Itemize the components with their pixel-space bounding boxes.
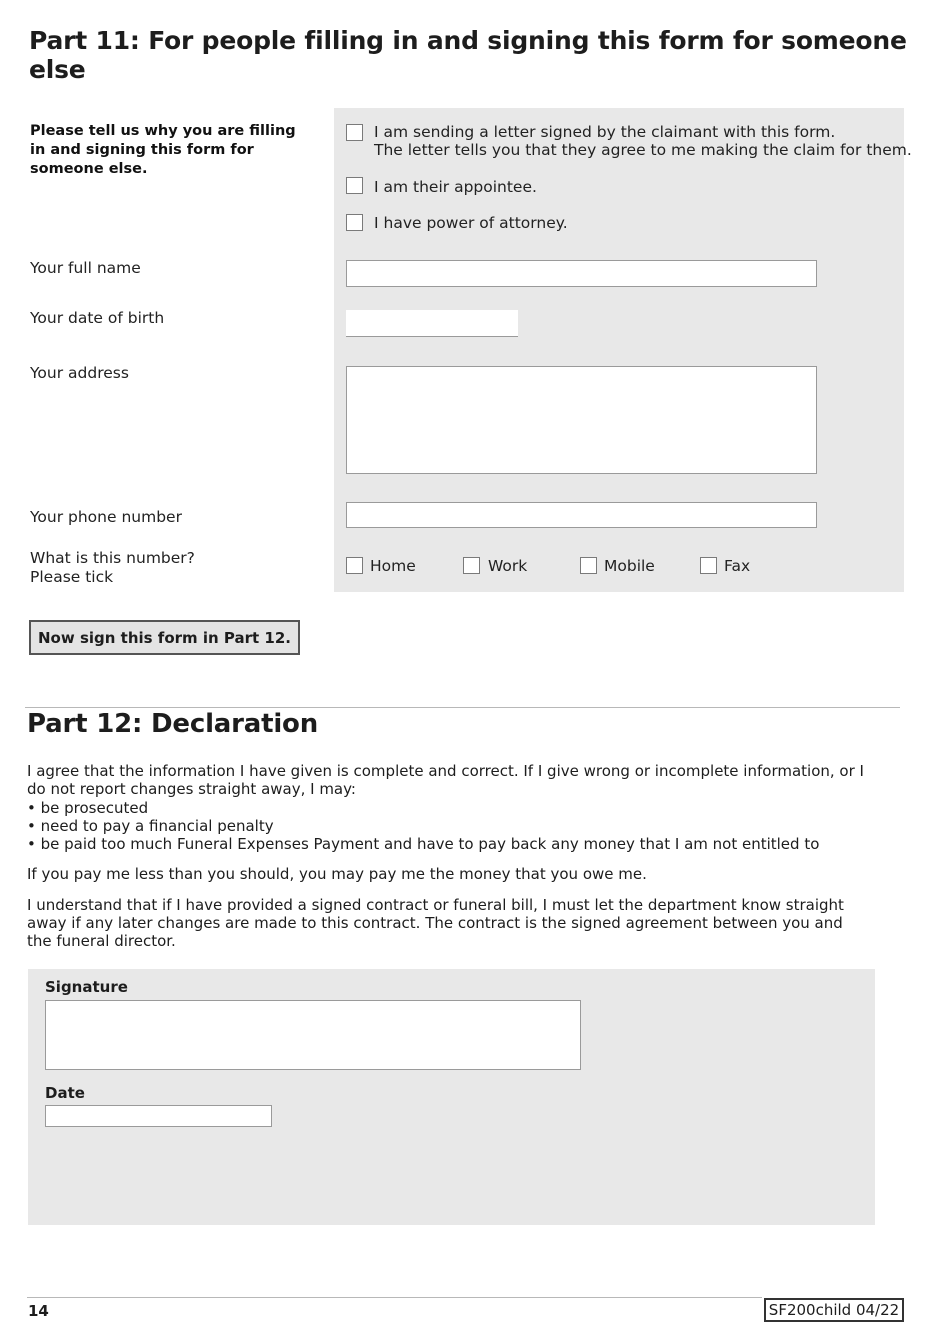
- declaration-para-2: If you pay me less than you should, you may pay me the money that you owe me.: [27, 865, 647, 884]
- reason-appointee-label: I am their appointee.: [374, 178, 537, 196]
- reason-attorney-checkbox[interactable]: [346, 214, 363, 231]
- full-name-label: Your full name: [30, 259, 141, 277]
- footer-rule: [27, 1297, 762, 1298]
- part11-title: Part 11: For people filling in and signing this form for someone else: [29, 26, 907, 84]
- number-mobile-label: Mobile: [604, 557, 655, 575]
- declaration-para-3: I understand that if I have provided a signed contract or funeral bill, I must let the department know straight away if any later changes are made to this contract. The contract is the signed agreement between you and the funeral director.: [27, 895, 844, 951]
- sign-in-part12-notice: Now sign this form in Part 12.: [29, 620, 300, 655]
- signature-label: Signature: [45, 978, 128, 996]
- number-type-label: What is this number? Please tick: [30, 549, 195, 586]
- number-fax-checkbox[interactable]: [700, 557, 717, 574]
- reason-letter-checkbox[interactable]: [346, 124, 363, 141]
- declaration-bullet-2: • need to pay a financial penalty: [27, 816, 274, 835]
- reason-appointee-checkbox[interactable]: [346, 177, 363, 194]
- phone-field[interactable]: [346, 502, 817, 528]
- number-mobile-checkbox[interactable]: [580, 557, 597, 574]
- section-divider: [25, 707, 900, 708]
- reason-prompt: Please tell us why you are filling in and signing this form for someone else.: [30, 123, 296, 177]
- part12-title: Part 12: Declaration: [27, 709, 319, 739]
- declaration-text: [27, 762, 867, 951]
- number-work-label: Work: [488, 557, 528, 575]
- number-work-checkbox[interactable]: [463, 557, 480, 574]
- date-field[interactable]: [45, 1105, 272, 1127]
- declaration-para-1: I agree that the information I have given is complete and correct. If I give wrong or incomplete information, or I do not report changes straight away, I may:: [27, 762, 864, 799]
- dob-field[interactable]: [346, 310, 518, 337]
- phone-label: Your phone number: [30, 508, 182, 526]
- address-label: Your address: [30, 364, 129, 382]
- address-field[interactable]: [346, 366, 817, 474]
- number-home-checkbox[interactable]: [346, 557, 363, 574]
- number-fax-label: Fax: [724, 557, 751, 575]
- declaration-bullet-3: • be paid too much Funeral Expenses Payment and have to pay back any money that I am not entitled to: [27, 835, 820, 854]
- date-label: Date: [45, 1084, 85, 1102]
- signature-field[interactable]: [45, 1000, 581, 1070]
- form-code: SF200child 04/22: [764, 1298, 904, 1322]
- full-name-field[interactable]: [346, 260, 817, 287]
- page-number: 14: [28, 1302, 49, 1320]
- reason-attorney-label: I have power of attorney.: [374, 214, 568, 232]
- number-home-label: Home: [370, 557, 416, 575]
- reason-letter-label: I am sending a letter signed by the claimant with this form. The letter tells you that they agree to me making the claim for them.: [374, 123, 912, 159]
- dob-label: Your date of birth: [30, 309, 165, 327]
- declaration-bullet-1: • be prosecuted: [27, 798, 149, 817]
